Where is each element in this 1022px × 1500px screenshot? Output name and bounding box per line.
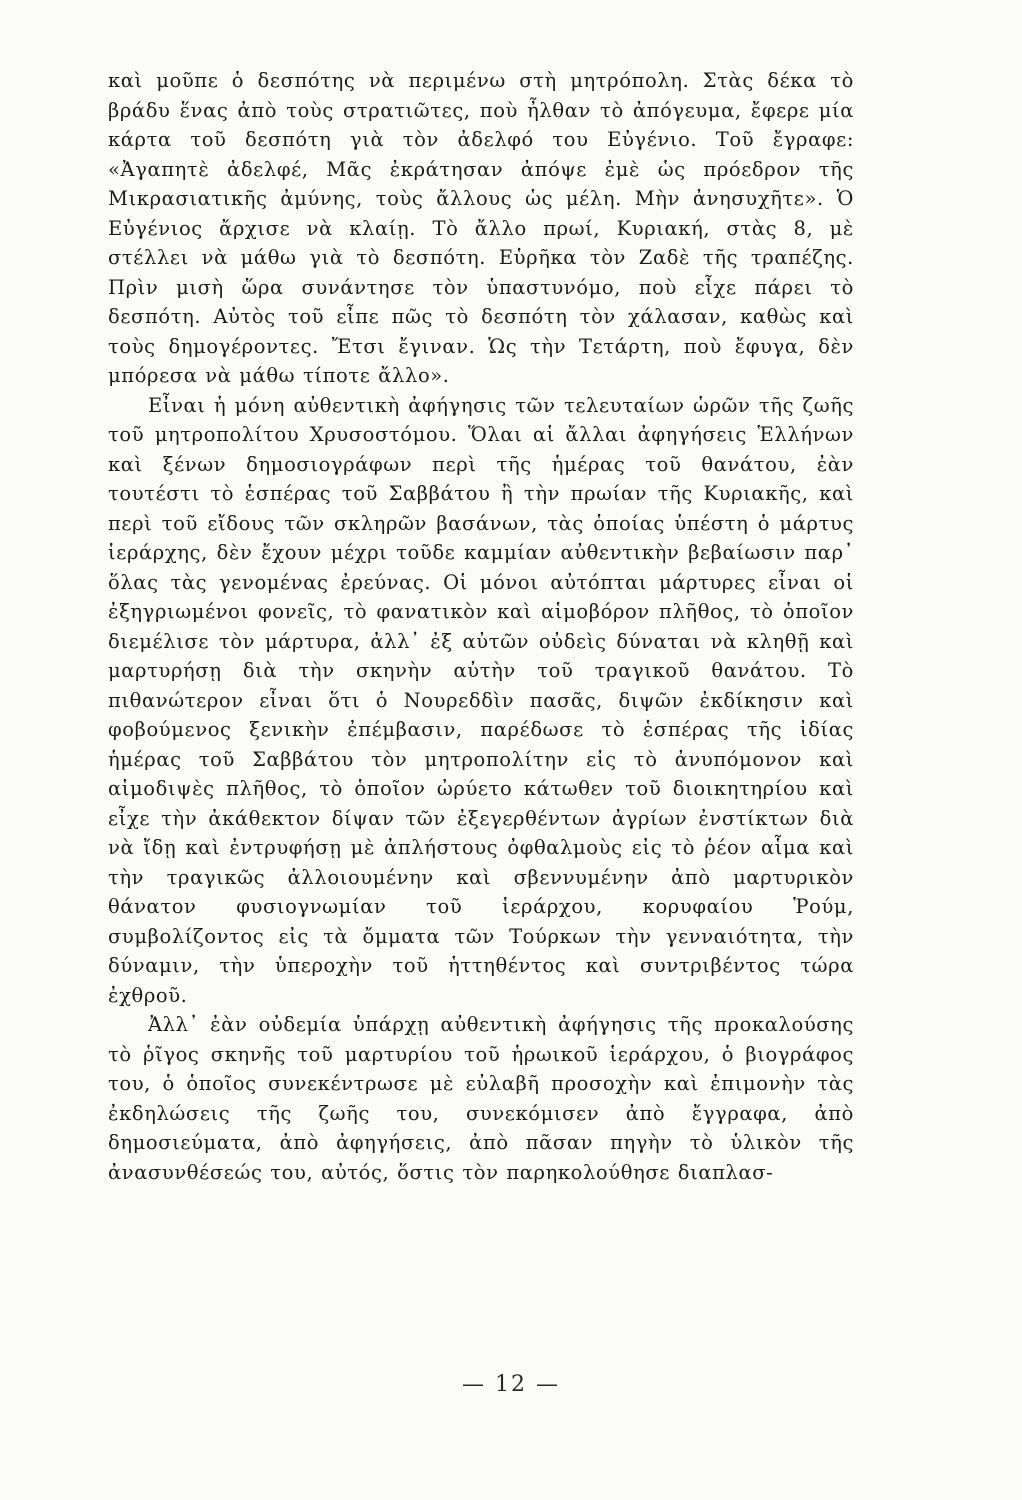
paragraph-1: καὶ μοῦπε ὁ δεσπότης νὰ περιμένω στὴ μητρόπολη. Στὰς δέκα τὸ βράδυ ἕνας ἀπὸ τοὺς στρατιῶτες, ποὺ ἦλθαν τὸ ἀπόγευμα, ἔφερε μία κάρτα τοῦ δεσπότη γιὰ τὸν ἀδελφό του Εὐγένιο. Τοῦ ἔγραφε: «Ἀγαπητὲ ἀδελφέ, Μᾶς ἐκράτησαν ἀπόψε ἐμὲ ὡς πρόεδρον τῆς Μικρασιατικῆς ἀμύνης, τοὺς ἄλλους ὡς μέλη. Μὴν ἀνησυχῆτε». Ὁ Εὐγένιος ἄρχισε νὰ κλαίῃ. Τὸ ἄλλο πρωί, Κυριακή, στὰς 8, μὲ στέλλει νὰ μάθω γιὰ τὸ δεσπότη. Εὑρῆκα τὸν Ζαδὲ τῆς τραπέζης. Πρὶν μισὴ ὥρα συνάντησε τὸν ὑπαστυνόμο, ποὺ εἶχε πάρει τὸ δεσπότη. Αὐτὸς τοῦ εἶπε πῶς τὸ δεσπότη τὸν χάλασαν, καθὼς καὶ τοὺς δημογέροντες. Ἔτσι ἔγιναν. Ὡς τὴν Τετάρτη, ποὺ ἔφυγα, δὲν μπόρεσα νὰ μάθω τίποτε ἄλλο». — [108, 69, 854, 387]
page-number: — 12 — — [462, 1372, 560, 1397]
body-text — [108, 66, 854, 1187]
paragraph-2: Εἶναι ἡ μόνη αὐθεντικὴ ἀφήγησις τῶν τελευταίων ὡρῶν τῆς ζωῆς τοῦ μητροπολίτου Χρυσοστόμου. Ὅλαι αἱ ἄλλαι ἀφηγήσεις Ἑλλήνων καὶ ξένων δημοσιογράφων περὶ τῆς ἡμέρας τοῦ θανάτου, ἐὰν τουτέστι τὸ ἑσπέρας τοῦ Σαββάτου ἢ τὴν πρωίαν τῆς Κυριακῆς, καὶ περὶ τοῦ εἴδους τῶν σκληρῶν βασάνων, τὰς ὁποίας ὑπέστη ὁ μάρτυς ἱεράρχης, δὲν ἔχουν μέχρι τοῦδε καμμίαν αὐθεντικὴν βεβαίωσιν παρ᾽ ὅλας τὰς γενομένας ἐρεύνας. Οἱ μόνοι αὐτόπται μάρτυρες εἶναι οἱ ἐξηγριωμένοι φονεῖς, τὸ φανατικὸν καὶ αἱμοβόρον πλῆθος, τὸ ὁποῖον διεμέλισε τὸν μάρτυρα, ἀλλ᾽ ἐξ αὐτῶν οὐδεὶς δύναται νὰ κληθῇ καὶ μαρτυρήσῃ διὰ τὴν σκηνὴν αὐτὴν τοῦ τραγικοῦ θανάτου. Τὸ πιθανώτερον εἶναι ὅτι ὁ Νουρεδδὶν πασᾶς, διψῶν ἐκδίκησιν καὶ φοβούμενος ξενικὴν ἐπέμβασιν, παρέδωσε τὸ ἑσπέρας τῆς ἰδίας ἡμέρας τοῦ Σαββάτου τὸν μητροπολίτην εἰς τὸ ἀνυπόμονον καὶ αἱμοδιψὲς πλῆθος, τὸ ὁποῖον ὠρύετο κάτωθεν τοῦ διοικητηρίου καὶ εἶχε τὴν ἀκάθεκτον δίψαν τῶν ἐξεγερθέντων ἀγρίων ἐνστίκτων διὰ νὰ ἴδῃ καὶ ἐντρυφήσῃ μὲ ἀπλήστους ὀφθαλμοὺς εἰς τὸ ῥέον αἷμα καὶ τὴν τραγικῶς ἀλλοιουμένην καὶ σβεννυμένην ἀπὸ μαρτυρικὸν θάνατον φυσιογνωμίαν τοῦ ἱεράρχου, κορυφαίου Ῥούμ, συμβολίζοντος εἰς τὰ ὄμματα τῶν Τούρκων τὴν γενναιότητα, τὴν δύναμιν, τὴν ὑπεροχὴν τοῦ ἡττηθέντος καὶ συντριβέντος τώρα ἐχθροῦ. — [108, 393, 854, 1007]
paragraph-3: Ἀλλ᾽ ἐὰν οὐδεμία ὑπάρχῃ αὐθεντικὴ ἀφήγησις τῆς προκαλούσης τὸ ῥῖγος σκηνῆς τοῦ μαρτυρίου τοῦ ἡρωικοῦ ἱεράρχου, ὁ βιογράφος του, ὁ ὁποῖος συνεκέντρωσε μὲ εὐλαβῆ προσοχὴν καὶ ἐπιμονὴν τὰς ἐκδηλώσεις τῆς ζωῆς του, συνεκόμισεν ἀπὸ ἔγγραφα, ἀπὸ δημοσιεύματα, ἀπὸ ἀφηγήσεις, ἀπὸ πᾶσαν πηγὴν τὸ ὑλικὸν τῆς ἀνασυνθέσεώς του, αὐτός, ὅστις τὸν παρηκολούθησε διαπλασ- — [108, 1013, 854, 1184]
